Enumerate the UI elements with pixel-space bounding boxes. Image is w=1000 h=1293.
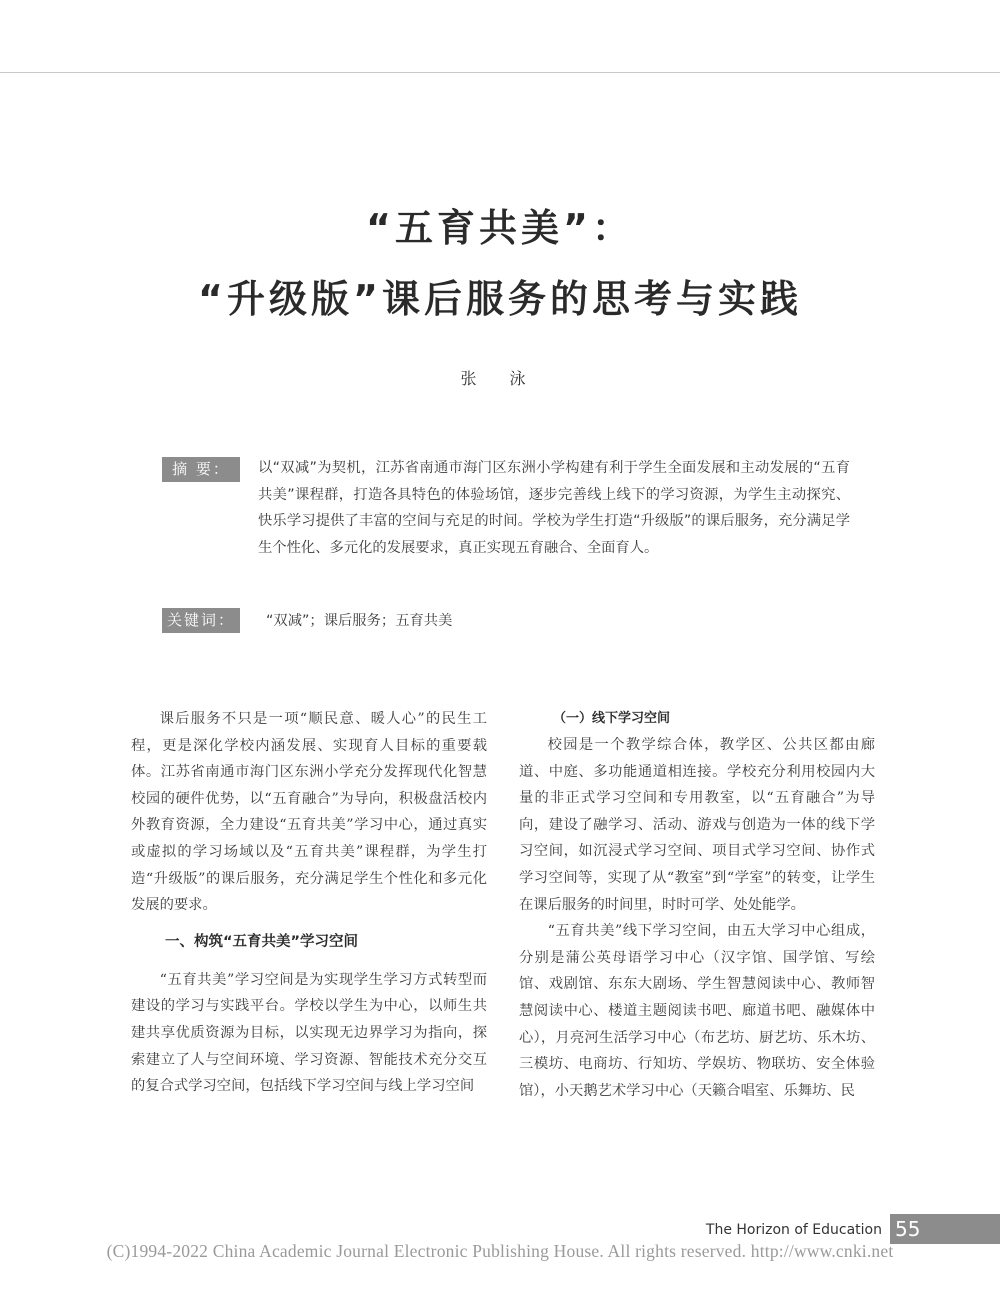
article-title-line2: “升级版”课后服务的思考与实践 xyxy=(198,277,802,321)
abstract-label: 摘 要： xyxy=(162,457,240,482)
section-heading-1: 一、构筑“五育共美”学习空间 xyxy=(165,933,359,950)
author-name: 张 泳 xyxy=(460,369,540,388)
keywords-label: 关键词： xyxy=(162,608,240,633)
left-column xyxy=(131,706,487,1100)
offline-paragraph-1: 校园是一个教学综合体，教学区、公共区都由廊道、中庭、多功能通道相连接。学校充分利用校园内大量的非正式学习空间和专用教室，以“五育融合”为导向，建设了融学习、活动、游戏与创造为一体的线下学习空间，如沉浸式学习空间、项目式学习空间、协作式学习空间等，实现了从“教室”到“学室”的转变，让学生在课后服务的时间里，时时可学、处处能学。 xyxy=(519,737,875,913)
offline-paragraph-2: “五育共美”线下学习空间，由五大学习中心组成，分别是蒲公英母语学习中心（汉字馆、国学馆、写绘馆、戏剧馆、东东大剧场、学生智慧阅读中心、教师智慧阅读中心、楼道主题阅读书吧、廊道书吧、融媒体中心），月亮河生活学习中心（布艺坊、厨艺坊、乐木坊、三模坊、电商坊、行知坊、学娱坊、物联坊、安全体验馆），小天鹅艺术学习中心（天籁合唱室、乐舞坊、民 xyxy=(519,923,875,1099)
abstract-text: 以“双减”为契机，江苏省南通市海门区东洲小学构建有利于学生全面发展和主动发展的“五育共美”课程群，打造各具特色的体验场馆，逐步完善线上线下的学习资源，为学生主动探究、快乐学习提供了丰富的空间与充足的时间。学校为学生打造“升级版”的课后服务，充分满足学生个性化、多元化的发展要求，真正实现五育融合、全面育人。 xyxy=(258,460,850,556)
subsection-heading-offline: （一）线下学习空间 xyxy=(553,711,671,726)
keywords-text: “双减”；课后服务；五育共美 xyxy=(266,613,453,629)
page-number: 55 xyxy=(895,1217,921,1241)
section1-paragraph: “五育共美”学习空间是为实现学生学习方式转型而建设的学习与实践平台。学校以学生为中心，以师生共建共享优质资源为目标，以实现无边界学习为指向，探索建立了人与空间环境、学习资源、智能技术充分交互的复合式学习空间，包括线下学习空间与线上学习空间 xyxy=(131,971,487,1095)
journal-name: The Horizon of Education xyxy=(705,1222,882,1238)
header-rule xyxy=(0,72,1000,73)
article-title-line1: “五育共美”： xyxy=(366,206,634,250)
right-column xyxy=(519,706,875,1104)
copyright-watermark: (C)1994-2022 China Academic Journal Electronic Publishing House. All rights reserved. http://www.cnki.net xyxy=(106,1241,894,1261)
intro-paragraph: 课后服务不只是一项“顺民意、暖人心”的民生工程，更是深化学校内涵发展、实现育人目标的重要载体。江苏省南通市海门区东洲小学充分发挥现代化智慧校园的硬件优势，以“五育融合”为导向，积极盘活校内外教育资源，全力建设“五育共美”学习中心，通过真实或虚拟的学习场域以及“五育共美”课程群，为学生打造“升级版”的课后服务，充分满足学生个性化和多元化发展的要求。 xyxy=(131,711,487,914)
page-number-box xyxy=(890,1214,1000,1244)
